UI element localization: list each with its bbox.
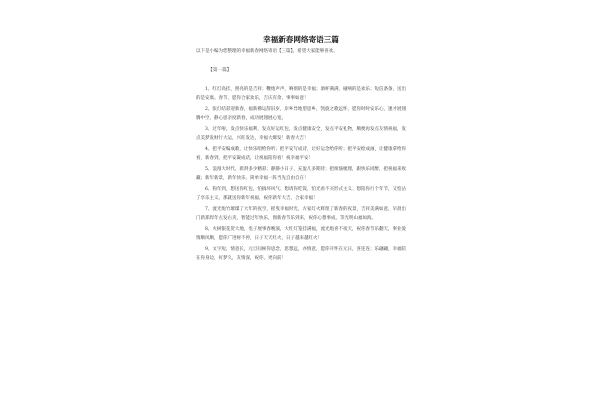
paragraph: 9、文字短，情意长，元旦问候你思念，思想远，亦情意，愿你开怀在元日，喜连连；乐翩翩，幸福陪在你身边，好梦久，友情深，祝你，更向前！ (196, 247, 406, 262)
paragraph: 8、火树银花贺大地，电子展事春晚演，大红灯笼挂满福，流光炮喜不夜天，祝你春节乐翻天，事业爱情顺风顺，愿你广进财不停，日子天天红火，日子越来越红火！ (196, 227, 406, 242)
paragraph: 2、张灯结彩迎新春，福新佛运辞旧岁，岸乡异地望思乡，凯旋之歌远怀，愿你时时安乐心，逢才展翅腾中空，静心思亲度新春，成功展翅展心宽。 (196, 107, 406, 122)
paragraph: 6、狗年到，想送你红包，怕搞坏风气；想请你吃饭，怕光看不买形式主义；想陪你行个年节，又怕沾了享乐主义，那就送你新年祝福，祝你新年大吉，合家幸福！ (196, 187, 406, 202)
document-page (196, 34, 406, 400)
paragraph: 5、浪漫大时代，新湃多少精彩；静静小日子，充盈几多期待；把烦恼梳理，跟快乐同醉，把祝福来收藏；新年新景，新年快乐，简单幸福一阵当先自由自在！ (196, 167, 406, 182)
paragraph: 1、红灯高挂，照亮的是吉祥；鞭炮声声，响彻的是幸福；酒杯满满，碰响的是欢乐；短信条条，送出的是安康。春节，愿你合家欢乐，吉庆有余，事事如意！ (196, 87, 406, 102)
intro-text: 以下是小编为您整理的幸福新春网络寄语【三篇】，希望大家能够喜欢。 (196, 49, 338, 54)
section-label: 【第一篇】 (208, 68, 232, 73)
paragraph: 7、流光炮竹璀璨了大年的夜空，摇曳幸福时光，方家灯火辉煌了新春的夜景，吉祥美满如意，早晨出门新郑焊年左发右夹，智能过年快乐，图新春节乐到来，祝你心想事成，等光明山福如海。 (196, 207, 406, 222)
paragraph-list (196, 85, 406, 264)
paragraph: 3、过年啦，发点快乐福利，发点好运红包，发点健康安全，发点平安礼物，顺便再发点友情祝福，发点美梦发财行大运，兴旺发达，幸福大爆发！新春大吉！ (196, 127, 406, 142)
paragraph: 4、把平安编成歌，让快乐唱给你听；把平安写成诗，让好运念给你听；把平安绘成画，让健康拿给你看，新春到，把平安凝成话，让祝福陪你看！祝幸福平安！ (196, 147, 406, 162)
document-title: 幸福新春网络寄语三篇 (263, 35, 339, 44)
